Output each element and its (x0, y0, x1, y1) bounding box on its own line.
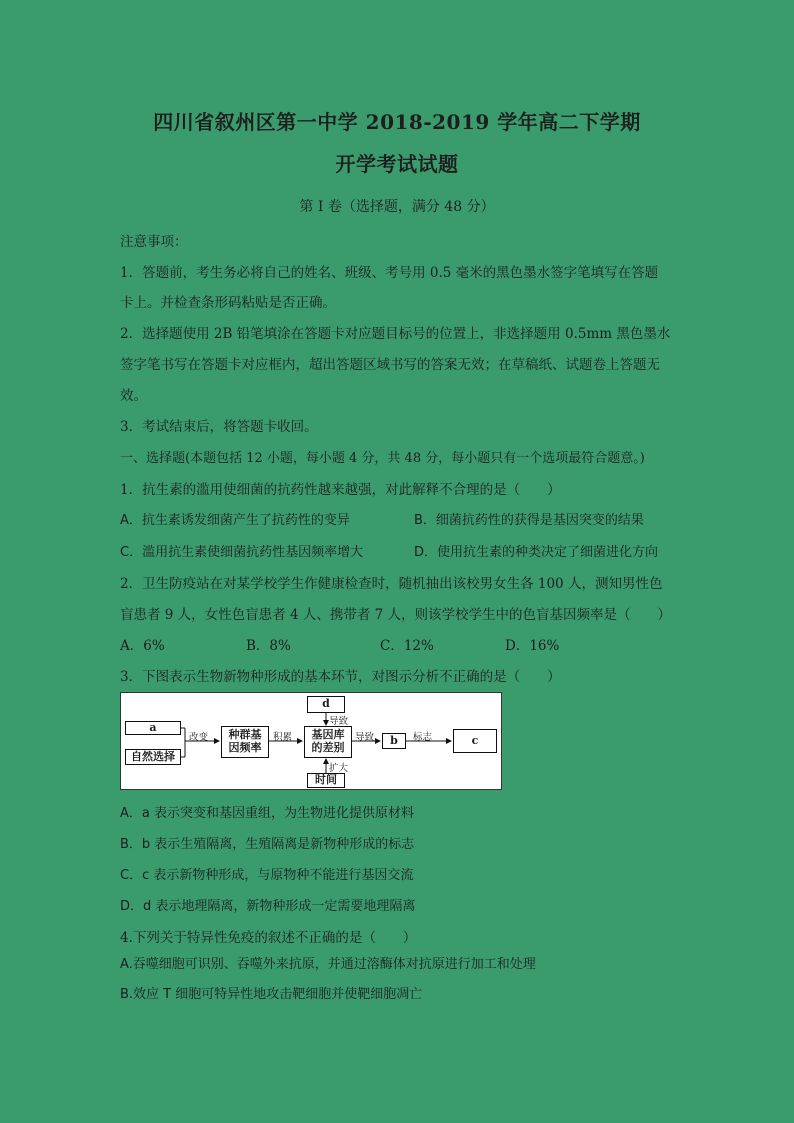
diagram-label-mark: 标志 (413, 732, 433, 743)
note-1-line-2: 卡上。并检查条形码粘贴是否正确。 (120, 295, 336, 311)
diagram-box-gene-frequency: 种群基 因频率 (221, 726, 269, 758)
q2-stem-line-2: 盲患者 9 人，女性色盲患者 4 人、携带者 7 人，则该学校学生中的色盲基因频率是（ ） (120, 607, 672, 623)
diagram-box-time: 时间 (307, 773, 345, 788)
q1-option-b: B．细菌抗药性的获得是基因突变的结果 (414, 513, 644, 528)
q1-option-c: C．滥用抗生素使细菌抗药性基因频率增大 (120, 545, 364, 560)
diagram-box-b: b (382, 733, 406, 749)
q3-option-c: C．c 表示新物种形成，与原物种不能进行基因交流 (120, 868, 414, 883)
note-2-line-2: 签字笔书写在答题卡对应框内，超出答题区域书写的答案无效；在草稿纸、试题卷上答题无 (120, 357, 660, 373)
diagram-label-lead-to: 导致 (355, 732, 375, 743)
diagram-box-gene-pool-difference: 基因库 的差别 (304, 726, 352, 758)
q2-option-d: D．16% (505, 638, 560, 654)
q2-stem-line-1: 2．卫生防疫站在对某学校学生作健康检查时，随机抽出该校男女生各 100 人，测知男性色 (120, 576, 663, 592)
q3-option-d: D．d 表示地理隔离，新物种形成一定需要地理隔离 (120, 899, 416, 914)
exam-title-line1: 四川省叙州区第一中学 2018-2019 学年高二下学期 (153, 110, 641, 134)
q3-option-a: A．a 表示突变和基因重组，为生物进化提供原材料 (120, 806, 414, 821)
q3-stem: 3．下图表示生物新物种形成的基本环节，对图示分析不正确的是（ ） (120, 669, 561, 685)
part1-intro: 一、选择题(本题包括 12 小题，每小题 4 分，共 48 分，每小题只有一个选项最符合题意。) (120, 451, 645, 466)
diagram-box-a: a (125, 721, 181, 735)
q3-option-b: B．b 表示生殖隔离，生殖隔离是新物种形成的标志 (120, 837, 415, 852)
speciation-diagram (120, 692, 502, 790)
q1-option-a: A．抗生素诱发细菌产生了抗药性的变异 (120, 513, 350, 528)
q4-stem: 4.下列关于特异性免疫的叙述不正确的是（ ） (120, 930, 417, 946)
diagram-label-accumulate: 积累 (273, 732, 293, 743)
diagram-label-lead-to-2: 导致 (329, 716, 349, 727)
q1-stem: 1．抗生素的滥用使细菌的抗药性越来越强，对此解释不合理的是（ ） (120, 482, 561, 498)
q1-option-d: D．使用抗生素的种类决定了细菌进化方向 (414, 545, 659, 560)
q4-option-a: A.吞噬细胞可识别、吞噬外来抗原，并通过溶酶体对抗原进行加工和处理 (120, 957, 536, 972)
exam-title-line2: 开学考试试题 (335, 152, 459, 176)
note-3: 3．考试结束后，将答题卡收回。 (120, 419, 318, 435)
notes-heading: 注意事项： (120, 234, 188, 250)
q2-option-b: B．8% (246, 638, 291, 654)
note-1-line-1: 1．答题前，考生务必将自己的姓名、班级、考号用 0.5 毫米的黑色墨水签字笔填写在答题 (120, 265, 659, 281)
section-heading: 第 I 卷（选择题，满分 48 分） (299, 199, 495, 215)
diagram-box-natural-selection: 自然选择 (125, 749, 181, 765)
q2-option-c: C．12% (380, 638, 434, 654)
diagram-box-d: d (307, 696, 345, 713)
note-2-line-1: 2．选择题使用 2B 铅笔填涂在答题卡对应题目标号的位置上，非选择题用 0.5mm 黑色墨水 (120, 326, 671, 342)
q4-option-b: B.效应 T 细胞可特异性地攻击靶细胞并使靶细胞凋亡 (120, 987, 423, 1002)
note-2-line-3: 效。 (120, 388, 147, 404)
q2-option-a: A．6% (120, 638, 165, 654)
diagram-box-c: c (453, 729, 497, 753)
diagram-label-change: 改变 (189, 732, 209, 743)
diagram-label-expand: 扩大 (329, 763, 349, 774)
